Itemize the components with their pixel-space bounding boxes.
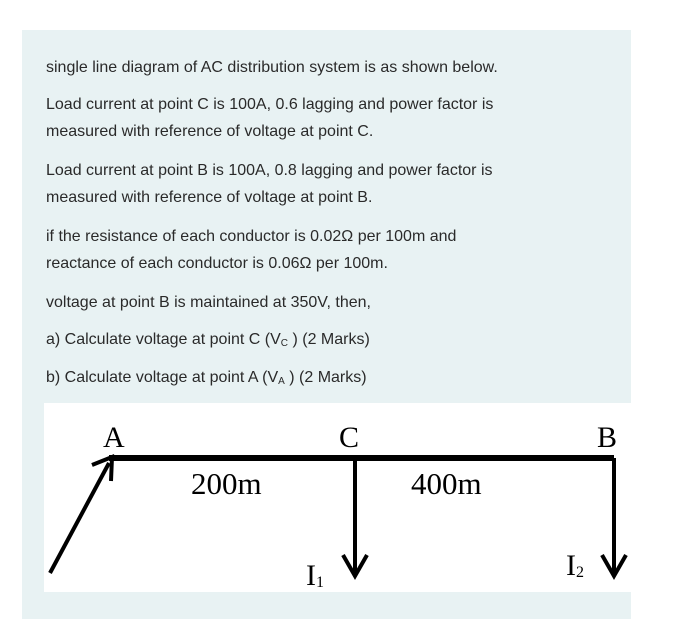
question-line: reactance of each conductor is 0.06Ω per 100m. <box>46 255 388 272</box>
segment-cb-length: 400m <box>411 466 482 501</box>
question-part-b: b) Calculate voltage at point A ($V_A$ ) (2 Marks) <box>46 369 367 387</box>
load-b-current: I2 <box>566 549 584 582</box>
node-c-label: C <box>339 421 360 454</box>
question-line: Load current at point B is 100A, 0.8 lagging and power factor is <box>46 162 493 179</box>
load-c-current: I1 <box>306 559 324 592</box>
segment-ac-length: 200m <box>191 466 262 501</box>
question-line: measured with reference of voltage at point B. <box>46 189 373 206</box>
node-b-label: B <box>597 421 618 454</box>
question-line: voltage at point B is maintained at 350V, then, <box>46 294 371 311</box>
question-line: if the resistance of each conductor is 0.02Ω per 100m and <box>46 228 457 245</box>
question-part-a: a) Calculate voltage at point C ($V_C$ ) (2 Marks) <box>46 331 370 349</box>
distribution-diagram <box>44 403 631 592</box>
question-line: measured with reference of voltage at point C. <box>46 123 374 140</box>
question-line: single line diagram of AC distribution system is as shown below. <box>46 59 498 76</box>
node-a-label: A <box>103 421 125 454</box>
supply-arrow <box>50 463 109 573</box>
question-line: Load current at point C is 100A, 0.6 lagging and power factor is <box>46 96 494 113</box>
